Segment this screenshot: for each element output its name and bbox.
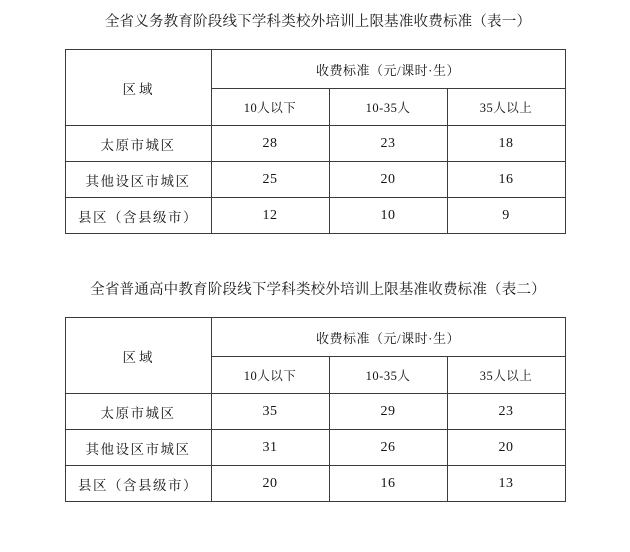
sub-header-under-10: 10人以下 bbox=[211, 357, 329, 394]
table-row bbox=[65, 394, 565, 430]
cell-value: 28 bbox=[211, 126, 329, 162]
region-column-header: 区域 bbox=[65, 318, 211, 394]
table-row bbox=[65, 162, 565, 198]
cell-value: 13 bbox=[447, 466, 565, 502]
cell-value: 26 bbox=[329, 430, 447, 466]
cell-value: 31 bbox=[211, 430, 329, 466]
row-label: 太原市城区 bbox=[65, 394, 211, 430]
fee-standard-section-one bbox=[0, 10, 630, 234]
table-row bbox=[65, 466, 565, 502]
cell-value: 16 bbox=[329, 466, 447, 502]
table-row bbox=[65, 430, 565, 466]
row-label: 县区（含县级市） bbox=[65, 198, 211, 234]
row-label: 县区（含县级市） bbox=[65, 466, 211, 502]
cell-value: 10 bbox=[329, 198, 447, 234]
fee-table-one bbox=[65, 49, 566, 234]
cell-value: 29 bbox=[329, 394, 447, 430]
sub-header-over-35: 35人以上 bbox=[447, 357, 565, 394]
fee-column-group-header: 收费标准（元/课时·生） bbox=[211, 318, 565, 357]
sub-header-over-35: 35人以上 bbox=[447, 89, 565, 126]
table-row bbox=[65, 198, 565, 234]
sub-header-under-10: 10人以下 bbox=[211, 89, 329, 126]
page-title-table-one: 全省义务教育阶段线下学科类校外培训上限基准收费标准（表一） bbox=[104, 14, 532, 30]
row-label: 太原市城区 bbox=[65, 126, 211, 162]
cell-value: 12 bbox=[211, 198, 329, 234]
cell-value: 18 bbox=[447, 126, 565, 162]
cell-value: 23 bbox=[329, 126, 447, 162]
cell-value: 20 bbox=[329, 162, 447, 198]
region-column-header: 区域 bbox=[65, 50, 211, 126]
table-header-row-top bbox=[65, 50, 565, 89]
sub-header-10-35: 10-35人 bbox=[329, 357, 447, 394]
cell-value: 20 bbox=[211, 466, 329, 502]
table-header-row-top bbox=[65, 318, 565, 357]
cell-value: 23 bbox=[447, 394, 565, 430]
row-label: 其他设区市城区 bbox=[65, 162, 211, 198]
fee-column-group-header: 收费标准（元/课时·生） bbox=[211, 50, 565, 89]
row-label: 其他设区市城区 bbox=[65, 430, 211, 466]
cell-value: 16 bbox=[447, 162, 565, 198]
page-title-table-two: 全省普通高中教育阶段线下学科类校外培训上限基准收费标准（表二） bbox=[90, 282, 546, 298]
cell-value: 20 bbox=[447, 430, 565, 466]
cell-value: 25 bbox=[211, 162, 329, 198]
cell-value: 35 bbox=[211, 394, 329, 430]
cell-value: 9 bbox=[447, 198, 565, 234]
table-row bbox=[65, 126, 565, 162]
sub-header-10-35: 10-35人 bbox=[329, 89, 447, 126]
fee-table-two bbox=[65, 317, 566, 502]
fee-standard-section-two bbox=[0, 278, 630, 502]
